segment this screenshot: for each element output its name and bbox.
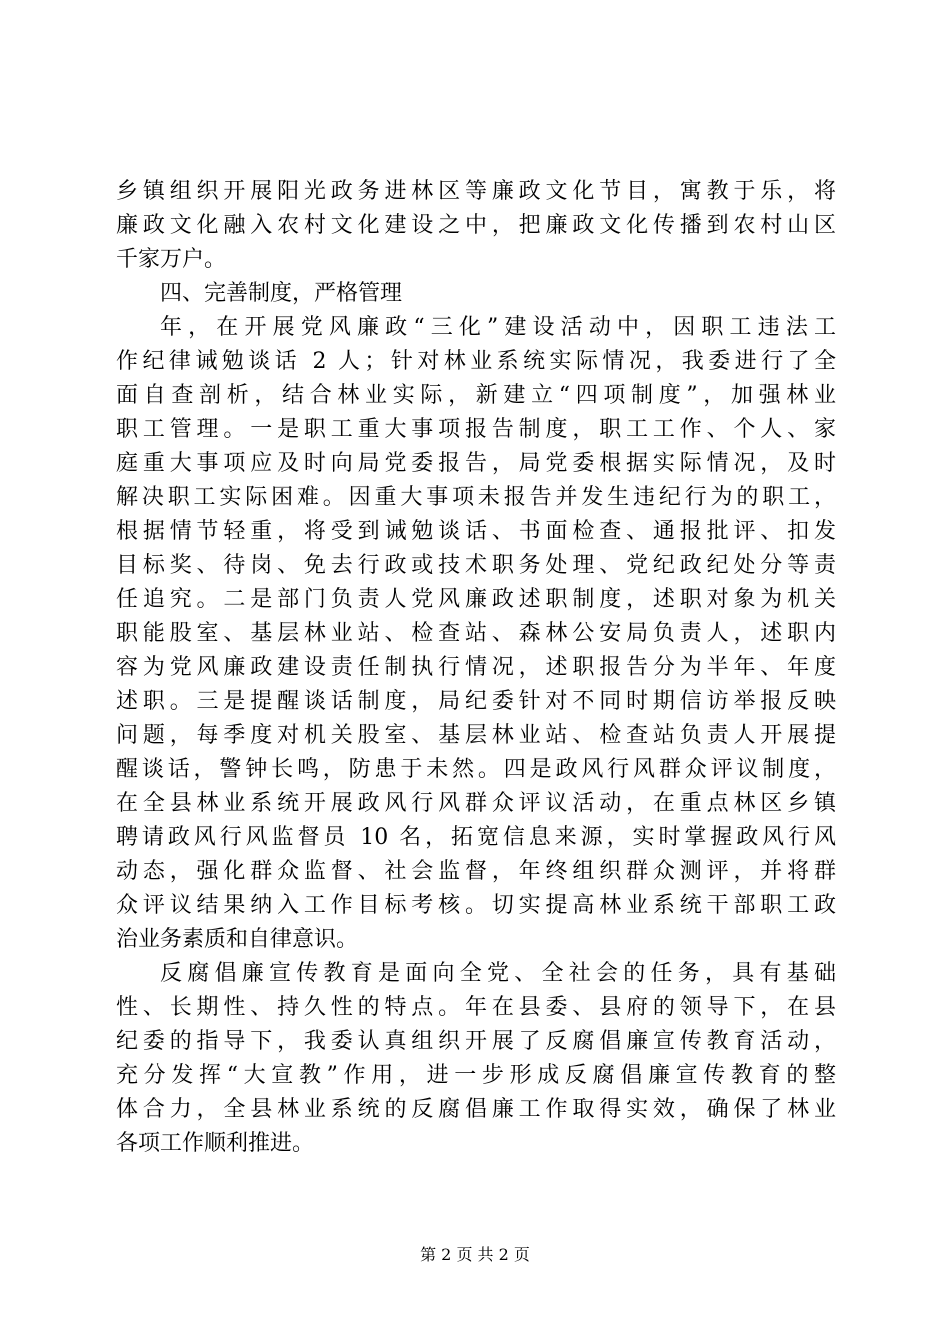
body-text-line: 在全县林业系统开展政风行风群众评议活动，在重点林区乡镇 [116,791,836,816]
body-text-line: 反腐倡廉宣传教育是面向全党、全社会的任务，具有基础 [160,961,836,986]
body-text-line: 问题，每季度对机关股室、基层林业站、检查站负责人开展提 [116,723,836,748]
body-text-line: 职能股室、基层林业站、检查站、森林公安局负责人，述职内 [116,621,836,646]
body-text-line: 廉政文化融入农村文化建设之中，把廉政文化传播到农村山区 [116,213,836,238]
body-text-line: 各项工作顺利推进。 [116,1131,315,1156]
body-text-line: 年，在开展党风廉政“三化”建设活动中，因职工违法工 [160,315,836,340]
body-text-line: 纪委的指导下，我委认真组织开展了反腐倡廉宣传教育活动， [116,1029,836,1054]
body-text-line: 目标奖、待岗、免去行政或技术职务处理、党纪政纪处分等责 [116,553,836,578]
page-number-footer: 第 2 页 共 2 页 [420,1245,530,1264]
body-text-line: 众评议结果纳入工作目标考核。切实提高林业系统干部职工政 [116,893,836,918]
body-text-line: 面自查剖析，结合林业实际，新建立“四项制度”，加强林业 [116,383,836,408]
body-text-line: 庭重大事项应及时向局党委报告，局党委根据实际情况，及时 [116,451,836,476]
body-text-line: 治业务素质和自律意识。 [116,927,359,952]
body-text-line: 容为党风廉政建设责任制执行情况，述职报告分为半年、年度 [116,655,836,680]
body-text-line: 解决职工实际困难。因重大事项未报告并发生违纪行为的职工， [116,485,836,510]
body-text-line: 醒谈话，警钟长鸣，防患于未然。四是政风行风群众评议制度， [116,757,836,782]
body-text-line: 动态，强化群众监督、社会监督，年终组织群众测评，并将群 [116,859,836,884]
body-text-line: 作纪律诫勉谈话 2 人；针对林业系统实际情况，我委进行了全 [116,349,836,374]
body-text-line: 述职。三是提醒谈话制度，局纪委针对不同时期信访举报反映 [116,689,836,714]
body-text-line: 性、长期性、持久性的特点。年在县委、县府的领导下，在县 [116,995,836,1020]
section-heading: 四、完善制度，严格管理 [160,281,403,306]
body-text-line: 任追究。二是部门负责人党风廉政述职制度，述职对象为机关 [116,587,836,612]
body-text-line: 千家万户。 [116,247,227,272]
body-text-line: 职工管理。一是职工重大事项报告制度，职工工作、个人、家 [116,417,836,442]
body-text-line: 根据情节轻重，将受到诫勉谈话、书面检查、通报批评、扣发 [116,519,836,544]
body-text-line: 体合力，全县林业系统的反腐倡廉工作取得实效，确保了林业 [116,1097,836,1122]
body-text-line: 乡镇组织开展阳光政务进林区等廉政文化节目，寓教于乐，将 [116,179,836,204]
body-text-line: 充分发挥“大宣教”作用，进一步形成反腐倡廉宣传教育的整 [116,1063,836,1088]
body-text-line: 聘请政风行风监督员 10 名，拓宽信息来源，实时掌握政风行风 [116,825,836,850]
